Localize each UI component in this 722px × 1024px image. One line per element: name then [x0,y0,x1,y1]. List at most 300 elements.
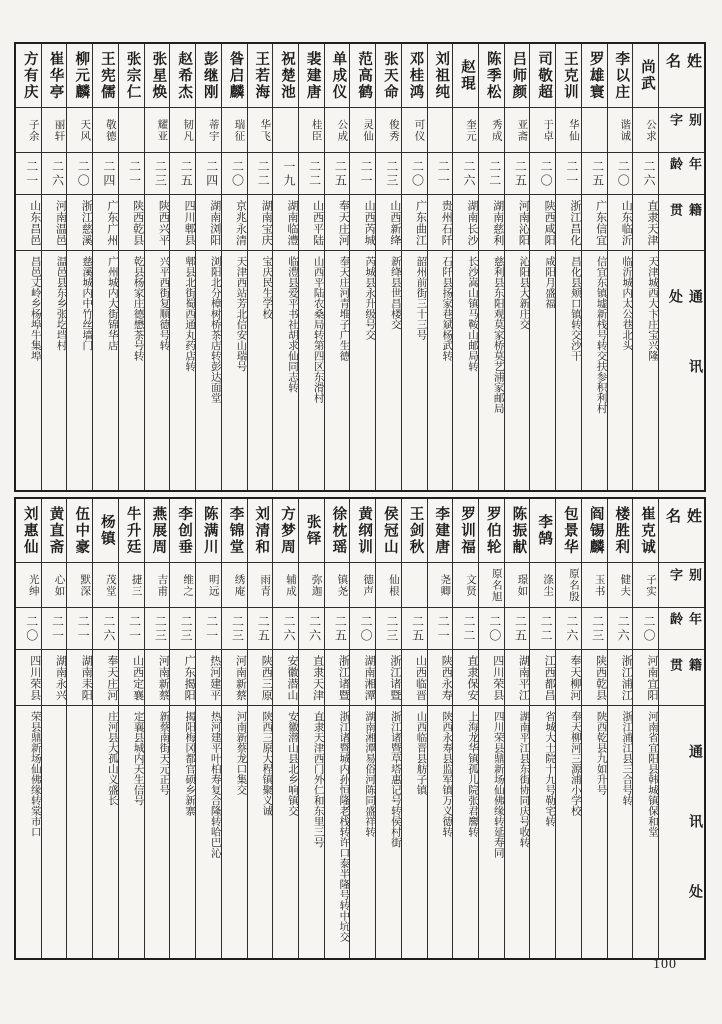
person-address: 浙江诸暨城内孙恒隆老栈转许口泰半隆号转中坑交 [338,711,350,942]
person-name: 楼胜利 [608,499,633,563]
person-address: 临澧县爱平书社胡求仙同志转 [286,256,298,393]
person-courtesy: 敬德 [93,108,118,153]
person-age: 二五 [505,608,530,650]
person-courtesy: 弥迦 [299,563,324,608]
person-age: 二二 [248,153,273,195]
person-name: 赵希杰 [170,44,195,108]
person-name: 单成仪 [325,44,350,108]
person-address: 信宜东镇墟新栈号转交扶参积利村 [595,256,607,414]
person-name: 李锦堂 [222,499,247,563]
person-courtesy [402,563,427,608]
person-age: 二一 [119,608,144,650]
person-native: 湖南临澧 [273,195,298,251]
person-courtesy: 雨青 [248,563,273,608]
person-courtesy: 蒂宇 [196,108,221,153]
person-column [93,44,119,490]
person-courtesy: 玉书 [582,563,607,608]
person-age: 二五 [325,608,350,650]
person-courtesy: 心如 [42,563,67,608]
person-address: 浏阳北分樟树桥茶店转彭达面堂 [209,256,221,403]
person-age: 二六 [273,608,298,650]
person-name: 李建唐 [428,499,453,563]
person-native: 河南新蔡 [222,650,247,706]
header-native-label: 籍贯 [659,650,704,706]
person-age: 二六 [453,153,478,195]
person-address: 浙江浦江县三合号转 [621,711,633,806]
person-address [42,706,67,958]
person-native: 陕西三原 [248,650,273,706]
person-native: 陕西乾县 [119,195,144,251]
person-native: 山东昌邑 [16,195,41,251]
person-native: 贵州石阡 [428,195,453,251]
person-age: 二一 [196,608,221,650]
person-column [376,499,402,958]
person-native: 湖南慈利 [479,195,504,251]
person-address: 宝庆民生学校 [261,256,273,319]
person-column [479,44,505,490]
person-age: 二〇 [479,608,504,650]
person-native: 陕西兴平 [145,195,170,251]
person-column [273,44,299,490]
person-age: 二〇 [222,153,247,195]
person-courtesy [273,108,298,153]
person-address: 温邑县东乡张圪垱村 [55,256,67,351]
person-column [93,499,119,958]
person-address: 沁阳县大新庄交 [518,256,530,330]
person-address: 慈利县东阳观莫家桥莫艺浦家邮局 [492,256,504,414]
person-address: 安徽潜山县北乡响镇交 [286,711,298,816]
person-column [556,499,582,958]
person-address: 天津城西大卞庄宝兴隆 [647,256,658,361]
person-native: 四川荣县 [479,650,504,706]
person-column [145,499,171,958]
person-courtesy [582,108,607,153]
person-courtesy: 桂臣 [299,108,324,153]
person-courtesy: 仙根 [376,563,401,608]
person-address: 广州城内大街锦华店 [106,256,118,351]
person-age: 二六 [299,608,324,650]
person-column [273,499,299,958]
person-address: 郫县北街蜀西通丸药店转 [184,256,196,372]
person-native: 广东揭阳 [170,650,195,706]
person-name: 邓桂鸿 [402,44,427,108]
registry-table-bottom [14,497,706,960]
person-name: 彭继刚 [196,44,221,108]
person-column [145,44,171,490]
person-column [530,44,556,490]
person-courtesy: 吉甫 [145,563,170,608]
person-age: 二一 [428,608,453,650]
person-address: 慈溪城内中竹丝墙门 [81,256,93,351]
person-age: 二六 [608,608,633,650]
person-address: 兴平西街复顺德号转 [158,256,170,351]
person-courtesy: 绣庵 [222,563,247,608]
person-name: 张天命 [376,44,401,108]
person-name: 刘惠仙 [16,499,41,563]
person-age: 二三 [222,608,247,650]
person-name: 崔华亭 [42,44,67,108]
person-address: 河南新蔡龙口集交 [235,711,247,795]
person-name: 赵琨 [453,44,478,108]
person-native: 浙江浦江 [608,650,633,706]
person-column [16,44,42,490]
person-name: 徐枕瑶 [325,499,350,563]
person-name: 张铎 [299,499,324,563]
person-column [42,499,68,958]
person-age: 二二 [530,608,555,650]
person-address: 四川荣县鼎新场仙佛缘转延寿同 [492,711,504,858]
person-age: 二五 [582,153,607,195]
person-name: 柳元麟 [67,44,92,108]
person-address: 湖南平江县东街协同庆号收转 [518,711,530,848]
person-age: 二〇 [633,608,658,650]
person-age: 二五 [170,153,195,195]
person-courtesy: 镇尧 [325,563,350,608]
person-courtesy: 可仪 [402,108,427,153]
person-address: 长沙嵩山镇马鞍山邮局转 [466,256,478,372]
person-native: 山西临晋 [402,650,427,706]
person-address: 陕西永寿县监军镇万义德转 [441,711,453,837]
person-column [608,44,634,490]
person-name: 罗训福 [453,499,478,563]
person-address: 河南省宜阳县韩城镇保和堂 [647,711,658,837]
person-column [299,44,325,490]
person-name: 祝楚池 [273,44,298,108]
person-column [325,44,351,490]
person-native: 河南温邑 [42,195,67,251]
person-courtesy: 灵仙 [350,108,375,153]
person-courtesy: 瑞征 [222,108,247,153]
header-address-label: 通讯处 [667,289,702,429]
person-age: 二四 [196,153,221,195]
registry-table-top [14,42,706,492]
person-native: 山西定襄 [119,650,144,706]
person-courtesy: 捷三 [119,563,144,608]
person-native: 湖南长沙 [453,195,478,251]
person-courtesy: 子余 [16,108,41,153]
person-address: 直隶天津西门外仁和东里三号 [312,711,324,848]
person-age: 二〇 [67,153,92,195]
person-column [633,44,659,490]
person-native: 热河建平 [196,650,221,706]
person-age: 二六 [42,153,67,195]
person-name: 方梦周 [273,499,298,563]
person-column [402,499,428,958]
person-age: 二〇 [530,153,555,195]
person-address [67,706,92,958]
person-age: 二五 [402,608,427,650]
person-age: 二一 [42,608,67,650]
person-native: 四川荣县 [16,650,41,706]
person-native: 山西芮城 [350,195,375,251]
person-native: 湖南耒阳 [67,650,92,706]
header-name-label: 姓名 [659,44,704,108]
person-name: 李以庄 [608,44,633,108]
person-column [582,499,608,958]
person-courtesy: 明远 [196,563,221,608]
person-age: 二〇 [350,608,375,650]
person-courtesy: 丽轩 [42,108,67,153]
person-native: 湖南永兴 [42,650,67,706]
person-address: 新蔡南街天元正号 [158,711,170,795]
person-column [222,44,248,490]
person-native: 湖南湘潭 [350,650,375,706]
person-native: 安徽潜山 [273,650,298,706]
person-address: 咸阳月盛福 [544,256,556,309]
person-address: 浙江诸暨草塔惠记号转侯村街 [389,711,401,848]
person-age: 二六 [556,608,581,650]
header-name-label: 姓名 [659,499,704,563]
person-address: 省城大士院十九号勒宅转 [544,711,556,827]
person-native: 山东临沂 [608,195,633,251]
person-column [556,44,582,490]
person-column [402,44,428,490]
person-column [325,499,351,958]
person-column [42,44,68,490]
person-age: 二三 [376,608,401,650]
person-name: 王克训 [556,44,581,108]
person-address: 芮城县永升级号交 [364,256,376,340]
person-age: 二二 [453,608,478,650]
header-courtesy-label: 别字 [659,108,704,153]
person-courtesy: 原名旭 [479,563,504,608]
person-native: 河南新蔡 [145,650,170,706]
person-native: 浙江诸暨 [376,650,401,706]
person-address: 定襄县城内天生信号 [132,711,144,806]
person-name: 司敬超 [530,44,555,108]
person-address: 韶州前街三十三号 [415,256,427,340]
person-name: 裴建唐 [299,44,324,108]
person-native: 京兆永清 [222,195,247,251]
person-native: 陕西咸阳 [530,195,555,251]
person-name: 张星焕 [145,44,170,108]
person-courtesy: 亚斋 [505,108,530,153]
person-address: 陕西乾县九如升号 [595,711,607,795]
person-column [67,499,93,958]
person-column [222,499,248,958]
person-courtesy: 文贤 [453,563,478,608]
person-column [119,499,145,958]
header-age-label: 年龄 [659,153,704,195]
header-courtesy-label: 别字 [659,563,704,608]
person-courtesy: 涤尘 [530,563,555,608]
person-native: 直隶天津 [633,195,658,251]
header-column [659,499,704,958]
person-column [608,499,634,958]
person-age: 二六 [93,608,118,650]
person-native: 广东广州 [93,195,118,251]
person-column [170,44,196,490]
person-age: 二五 [325,153,350,195]
person-column [170,499,196,958]
person-native: 四川郫县 [170,195,195,251]
person-courtesy: 俊秀 [376,108,401,153]
person-age: 二〇 [402,153,427,195]
person-name: 昝启麟 [222,44,247,108]
person-native: 直隶保安 [453,650,478,706]
person-name: 李鹄 [530,499,555,563]
person-courtesy: 于卓 [530,108,555,153]
person-column [453,44,479,490]
person-native: 湖南浏阳 [196,195,221,251]
person-courtesy: 华飞 [248,108,273,153]
person-courtesy: 华仙 [556,108,581,153]
person-name: 黄纲训 [350,499,375,563]
person-name: 牛升廷 [119,499,144,563]
person-name: 燕展周 [145,499,170,563]
person-native: 奉天柳河 [556,650,581,706]
person-column [505,499,531,958]
person-column [119,44,145,490]
person-name: 方有庆 [16,44,41,108]
person-name: 罗雄寰 [582,44,607,108]
person-native: 奉天庄河 [93,650,118,706]
person-age: 二五 [505,153,530,195]
person-courtesy: 璟如 [505,563,530,608]
person-native: 山西平陆 [299,195,324,251]
person-native: 山西新绛 [376,195,401,251]
person-courtesy: 谐诚 [608,108,633,153]
person-column [196,44,222,490]
person-address: 新绛县世昌楼交 [389,256,401,330]
person-age: 二一 [16,153,41,195]
person-column [376,44,402,490]
person-courtesy: 奎元 [453,108,478,153]
person-name: 尚武 [633,44,658,108]
person-age: 二二 [479,153,504,195]
person-native: 陕西永寿 [428,650,453,706]
person-age: 二五 [248,608,273,650]
person-native: 浙江慈溪 [67,195,92,251]
person-column [350,499,376,958]
person-name: 伍中豪 [67,499,92,563]
person-address: 临沂城内太公巷北头 [621,256,633,351]
person-column [453,499,479,958]
person-native: 湖南宝庆 [248,195,273,251]
person-native: 陕西乾县 [582,650,607,706]
person-age: 一九 [273,153,298,195]
person-column [633,499,659,958]
person-native: 广东信宜 [582,195,607,251]
person-name: 王若海 [248,44,273,108]
person-name: 陈季松 [479,44,504,108]
person-column [248,499,274,958]
person-courtesy: 韧凡 [170,108,195,153]
header-native-label: 籍贯 [659,195,704,251]
person-name: 李创垂 [170,499,195,563]
person-courtesy: 尧卿 [428,563,453,608]
person-name: 陈振献 [505,499,530,563]
person-name: 张宗仁 [119,44,144,108]
person-name: 吕师颜 [505,44,530,108]
person-age: 二三 [376,153,401,195]
person-age: 二三 [582,608,607,650]
person-native: 奉天庄河 [325,195,350,251]
person-age: 二〇 [608,153,633,195]
person-native: 浙江昌化 [556,195,581,251]
person-age: 二二 [299,153,324,195]
person-column [505,44,531,490]
person-courtesy: 公成 [325,108,350,153]
person-address: 石阡县扬家巷斌杨武转 [441,256,453,361]
person-address: 山西平陆农桑局转第四区东滑村 [312,256,324,403]
person-name: 刘清和 [248,499,273,563]
person-column [196,499,222,958]
person-age: 二一 [350,153,375,195]
person-address: 奉天庄河青堆子广生德 [338,256,350,361]
person-courtesy: 辅成 [273,563,298,608]
person-address: 热河建平叶柏寿复合隆转哈巴沁 [209,711,221,858]
person-courtesy: 天风 [67,108,92,153]
person-courtesy: 秀成 [479,108,504,153]
person-native: 广东曲江 [402,195,427,251]
person-column [299,499,325,958]
person-age: 二一 [119,153,144,195]
person-name: 刘祖纯 [428,44,453,108]
person-native: 河南宜阳 [633,650,658,706]
person-courtesy: 健夫 [608,563,633,608]
person-name: 杨镇 [93,499,118,563]
person-name: 范高鹤 [350,44,375,108]
person-courtesy: 默深 [67,563,92,608]
person-courtesy: 子实 [633,563,658,608]
person-column [582,44,608,490]
person-column [530,499,556,958]
person-address: 天津西站芳北信安山瑞号 [235,256,247,372]
person-name: 陈满川 [196,499,221,563]
header-address-label: 通讯处 [687,744,702,954]
person-column [67,44,93,490]
person-courtesy: 光绅 [16,563,41,608]
person-courtesy: 原名殷 [556,563,581,608]
person-column [428,44,454,490]
person-native: 直隶天津 [299,650,324,706]
person-address: 庄河县大孤山义盛长 [106,711,118,806]
person-address: 揭阳梅冈都官硕乡新寨 [184,711,196,816]
person-native: 河南沁阳 [505,195,530,251]
person-address: 山西临晋县舫子镇 [415,711,427,795]
person-courtesy: 茂堂 [93,563,118,608]
person-column [16,499,42,958]
person-age: 二一 [67,608,92,650]
person-native: 江西都昌 [530,650,555,706]
person-column [248,44,274,490]
person-native: 浙江诸暨 [325,650,350,706]
person-courtesy: 德声 [350,563,375,608]
person-address: 陕西三原大程镇聚义诚 [261,711,273,816]
person-address: 上海龙华镇孤儿院张君麐转 [466,711,478,837]
person-name: 崔克诚 [633,499,658,563]
person-name: 侯冠山 [376,499,401,563]
person-name: 黄直斋 [42,499,67,563]
person-age: 二一 [428,153,453,195]
person-age: 二六 [633,153,658,195]
person-name: 王剑秋 [402,499,427,563]
person-age: 二四 [93,153,118,195]
person-name: 王宪儒 [93,44,118,108]
person-address: 湖南湘潭易俗河陈同盛祥转 [364,711,376,837]
page-number: 100 [653,957,677,972]
person-column [479,499,505,958]
person-name: 包景华 [556,499,581,563]
header-column [659,44,704,490]
person-address: 昌化县颊口镇转交沙干 [569,256,581,361]
person-native: 湖南平江 [505,650,530,706]
person-courtesy: 耀亚 [145,108,170,153]
header-age-label: 年龄 [659,608,704,650]
person-name: 罗伯轮 [479,499,504,563]
person-address: 奉天柳河三源浦小学校 [569,711,581,816]
